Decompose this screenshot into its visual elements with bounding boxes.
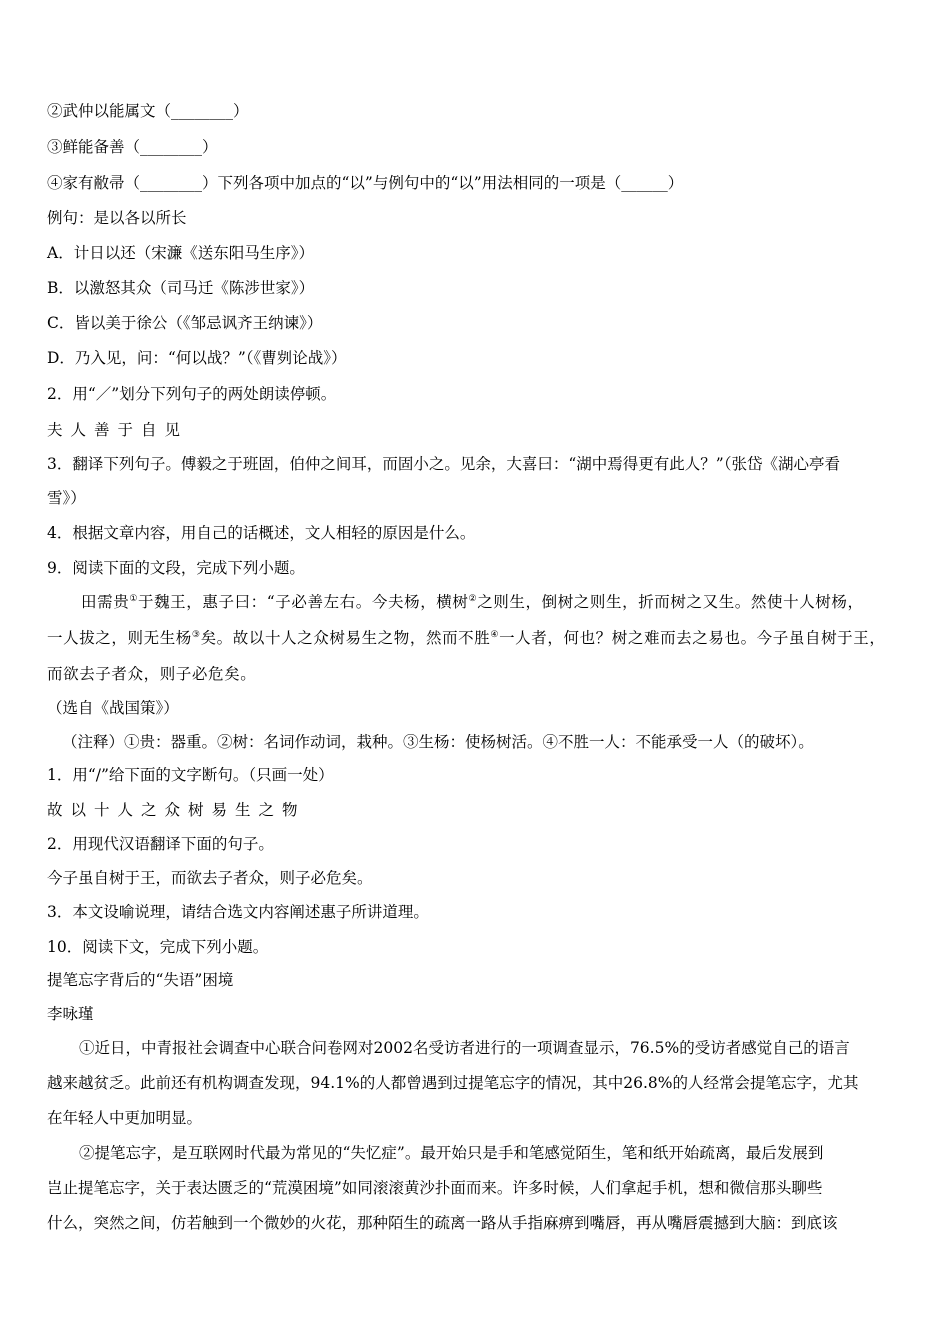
section-9-question-2: 2．用现代汉语翻译下面的句子。 [47, 835, 274, 853]
passage-source: （选自《战国策》） [47, 699, 179, 717]
question-2: 2．用“／”划分下列句子的两处朗读停顿。 [47, 385, 337, 403]
option-c: C．皆以美于徐公（《邹忌讽齐王纳谏》） [47, 314, 323, 332]
option-a: A．计日以还（宋濂《送东阳马生序》） [47, 244, 314, 262]
option-d: D．乃入见，问：“何以战？”（《曹刿论战》） [47, 349, 347, 367]
article-author: 李咏瑾 [47, 1005, 94, 1023]
article-paragraph-2-line-2: 岂止提笔忘字，关于表达匮乏的“荒漠困境”如同滚滚黄沙扑面而来。许多时候，人们拿起手机，想和微信那头聊些 [47, 1179, 823, 1197]
article-paragraph-1-line-2: 越来越贫乏。此前还有机构调查发现，94.1%的人都曾遇到过提笔忘字的情况，其中26.8%的人经常会提笔忘字，尤其 [47, 1074, 859, 1092]
section-9-question-1: 1．用“/”给下面的文字断句。（只画一处） [47, 766, 334, 784]
article-paragraph-2-line-3: 什么，突然之间，仿若触到一个微妙的火花，那种陌生的疏离一路从手指麻痹到嘴唇，再从嘴唇震撼到大脑：到底该 [47, 1214, 838, 1232]
question-2-sentence: 夫人善于自见 [47, 421, 189, 439]
question-4: 4．根据文章内容，用自己的话概述，文人相轻的原因是什么。 [47, 524, 476, 542]
article-paragraph-2-line-1: ②提笔忘字，是互联网时代最为常见的“失忆症”。最开始只是手和笔感觉陌生，笔和纸开始疏离，最后发展到 [79, 1144, 824, 1162]
article-title: 提笔忘字背后的“失语”困境 [47, 971, 234, 989]
subquestion-2: ②武仲以能属文（________） [47, 102, 249, 120]
passage-line-2: 一人拔之，则无生杨③矣。故以十人之众树易生之物，然而不胜④一人者，何也？树之难而去之易也。今子虽自树于王， [47, 629, 886, 647]
example-sentence: 例句：是以各以所长 [47, 209, 187, 227]
section-9-heading: 9．阅读下面的文段，完成下列小题。 [47, 559, 305, 577]
passage-line-1: 田需贵①于魏王，惠子曰：“子必善左右。今夫杨，横树②之则生，倒树之则生，折而树之又生。然使十人树杨， [81, 593, 864, 611]
subquestion-3: ③鲜能备善（________） [47, 138, 218, 156]
section-9-question-3: 3．本文设喻说理，请结合选文内容阐述惠子所讲道理。 [47, 903, 429, 921]
article-paragraph-1-line-3: 在年轻人中更加明显。 [47, 1109, 203, 1127]
question-3-line-1: 3．翻译下列句子。傅毅之于班固，伯仲之间耳，而固小之。见余，大喜曰：“湖中焉得更有此人？”（张岱《湖心亭看 [47, 455, 840, 473]
passage-line-3: 而欲去子者众，则子必危矣。 [47, 665, 257, 683]
passage-notes: （注释）①贵：器重。②树：名词作动词，栽种。③生杨：使杨树活。④不胜一人：不能承受一人（的破坏）。 [62, 733, 814, 751]
section-9-question-1-sentence: 故以十人之众树易生之物 [47, 801, 306, 819]
section-10-heading: 10．阅读下文，完成下列小题。 [47, 938, 269, 956]
section-9-question-2-sentence: 今子虽自树于王，而欲去子者众，则子必危矣。 [47, 869, 373, 887]
article-paragraph-1-line-1: ①近日，中青报社会调查中心联合问卷网对2002名受访者进行的一项调查显示，76.5%的受访者感觉自己的语言 [79, 1039, 850, 1057]
option-b: B．以激怒其众（司马迁《陈涉世家》） [47, 279, 315, 297]
subquestion-4: ④家有敝帚（________）下列各项中加点的“以”与例句中的“以”用法相同的一项是（______） [47, 174, 684, 192]
question-3-line-2: 雪》） [47, 489, 86, 507]
